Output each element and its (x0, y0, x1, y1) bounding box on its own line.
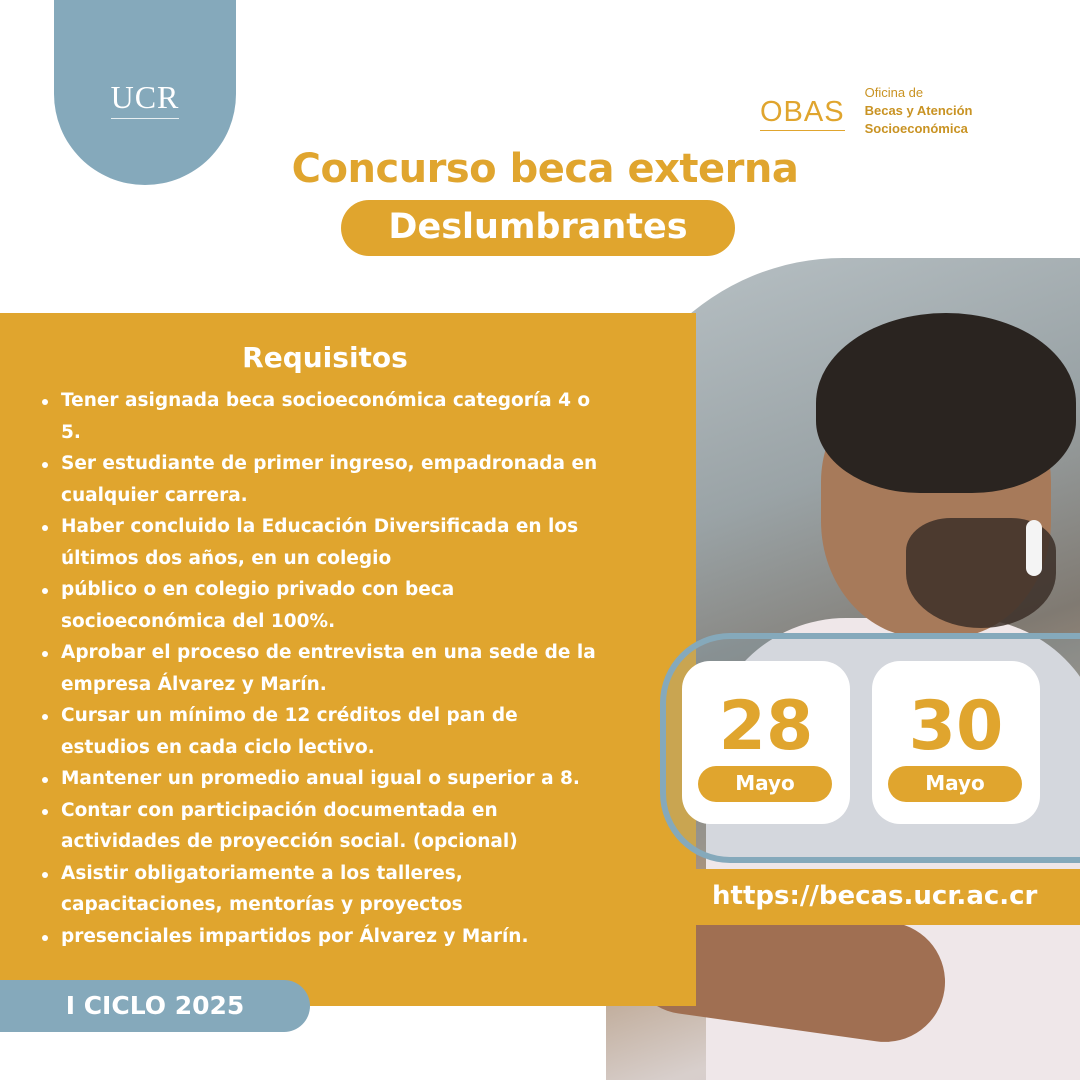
requirements-list (40, 385, 600, 952)
cycle-badge: I CICLO 2025 (0, 980, 310, 1032)
list-item: Haber concluido la Educación Diversificada en los últimos dos años, en un colegio (40, 511, 600, 574)
list-item: Contar con participación documentada en actividades de proyección social. (opcional) (40, 795, 600, 858)
earbud-icon (1026, 520, 1042, 576)
website-link[interactable]: https://becas.ucr.ac.cr (650, 869, 1080, 925)
list-item: Cursar un mínimo de 12 créditos del pan de estudios en cada ciclo lectivo. (40, 700, 600, 763)
list-item: Aprobar el proceso de entrevista en una sede de la empresa Álvarez y Marín. (40, 637, 600, 700)
list-item: público o en colegio privado con beca socioeconómica del 100%. (40, 574, 600, 637)
page-subtitle: Deslumbrantes (341, 200, 735, 256)
list-item: Ser estudiante de primer ingreso, empadronada en cualquier carrera. (40, 448, 600, 511)
start-date-month: Mayo (698, 766, 832, 802)
start-date-card (682, 661, 850, 824)
page-title: Concurso beca externa (291, 146, 799, 192)
obas-logo (760, 84, 973, 138)
end-date-month: Mayo (888, 766, 1022, 802)
photo-hair-shape (816, 313, 1076, 493)
obas-office-name (865, 84, 973, 138)
requirements-content (0, 313, 610, 1006)
obas-line-3: Socioeconómica (864, 121, 968, 136)
end-date-day: 30 (908, 687, 1004, 766)
end-date-card (872, 661, 1040, 824)
list-item: Tener asignada beca socioeconómica categoría 4 o 5. (40, 385, 600, 448)
obas-mark: OBAS (760, 96, 845, 131)
list-item: presenciales impartidos por Álvarez y Marín. (40, 921, 600, 953)
list-item: Asistir obligatoriamente a los talleres, capacitaciones, mentorías y proyectos (40, 858, 600, 921)
start-date-day: 28 (718, 687, 814, 766)
obas-line-1: Oficina de (864, 85, 924, 100)
ucr-logo: UCR (111, 79, 180, 119)
list-item: Mantener un promedio anual igual o superior a 8. (40, 763, 600, 795)
requirements-title: Requisitos (242, 341, 408, 374)
obas-line-2: Becas y Atención (864, 103, 973, 118)
